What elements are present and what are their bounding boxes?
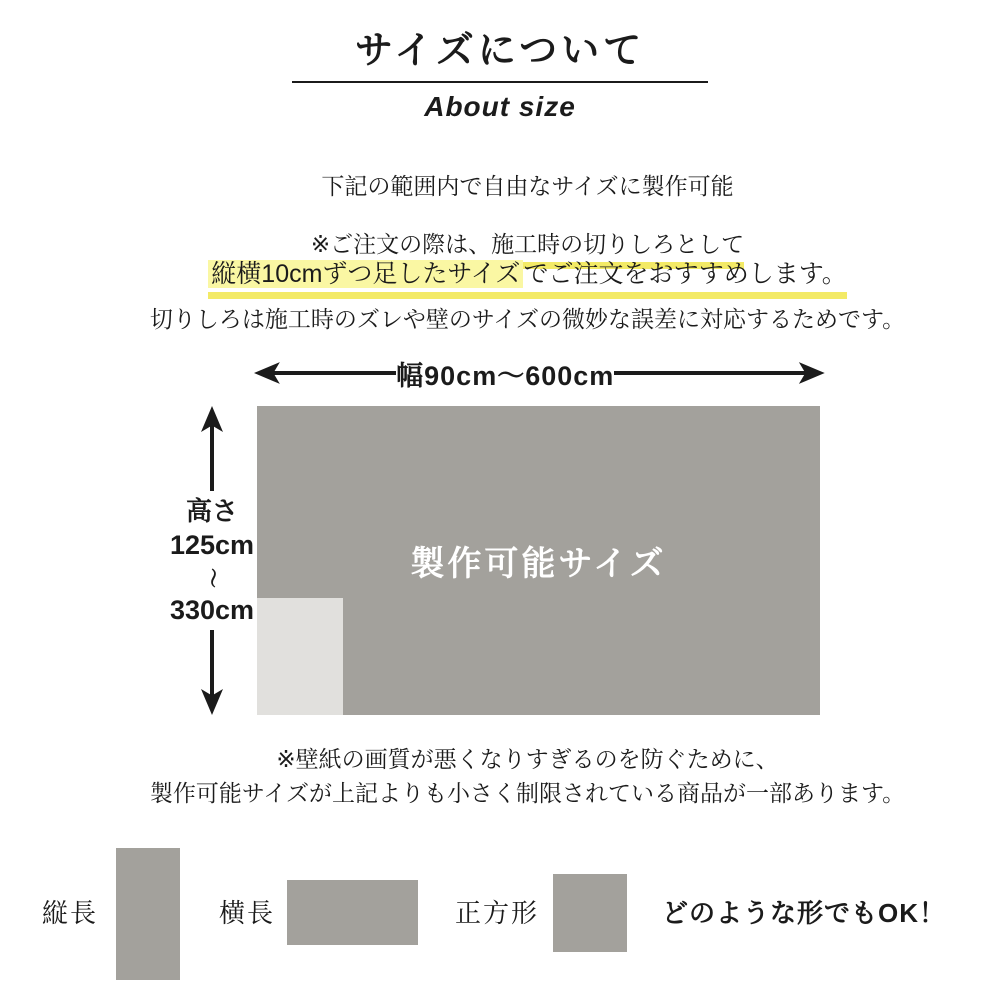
printable-area-rect: [257, 406, 820, 715]
landscape-label: 横長: [219, 898, 276, 928]
height-label: 高さ: [185, 496, 238, 527]
arrow-up-icon: [198, 405, 226, 491]
portrait-shape: [116, 848, 180, 980]
any-shape-text: どのような形でもOK！: [662, 898, 947, 928]
title-underline: [292, 81, 708, 83]
note-recommend-line: [55, 258, 1000, 299]
note-explanation: 切りしろは施工時のズレや壁のサイズの微妙な誤差に対応するためです。: [149, 306, 906, 332]
page-subtitle: About size: [424, 91, 576, 122]
arrow-right-icon: [614, 360, 826, 386]
size-highlight: 縦横10cmずつ足したサイズ: [208, 260, 523, 288]
square-shape: [553, 874, 627, 952]
portrait-label: 縦長: [42, 898, 99, 928]
corner-inset-square: [257, 598, 343, 715]
page-title: サイズについて: [354, 30, 646, 72]
note-recommend-underlined: [208, 258, 846, 299]
note-order-underlined: ご注文の際は、施工時の切りしろとして: [330, 228, 744, 269]
printable-area-label: 製作可能サイズ: [410, 545, 667, 583]
arrow-down-icon: [198, 630, 226, 716]
width-range-indicator: [253, 354, 826, 392]
height-min-label: 125cm: [169, 530, 255, 561]
height-tilde: 〜: [201, 567, 223, 588]
disclaimer-line1: ※壁紙の画質が悪くなりすぎるのを防ぐために、: [276, 746, 779, 772]
landscape-shape: [287, 880, 418, 945]
intro-text: 下記の範囲内で自由なサイズに製作可能: [321, 173, 734, 199]
arrow-left-icon: [253, 360, 396, 386]
height-max-label: 330cm: [169, 594, 255, 625]
note-recommend-rest: でご注文をおすすめします。: [523, 260, 847, 288]
note-asterisk: ※: [310, 231, 331, 257]
disclaimer-line2: 製作可能サイズが上記よりも小さく制限されている商品が一部あります。: [149, 780, 906, 806]
square-label: 正方形: [455, 898, 540, 928]
width-range-label: 幅90cm〜600cm: [396, 360, 615, 391]
